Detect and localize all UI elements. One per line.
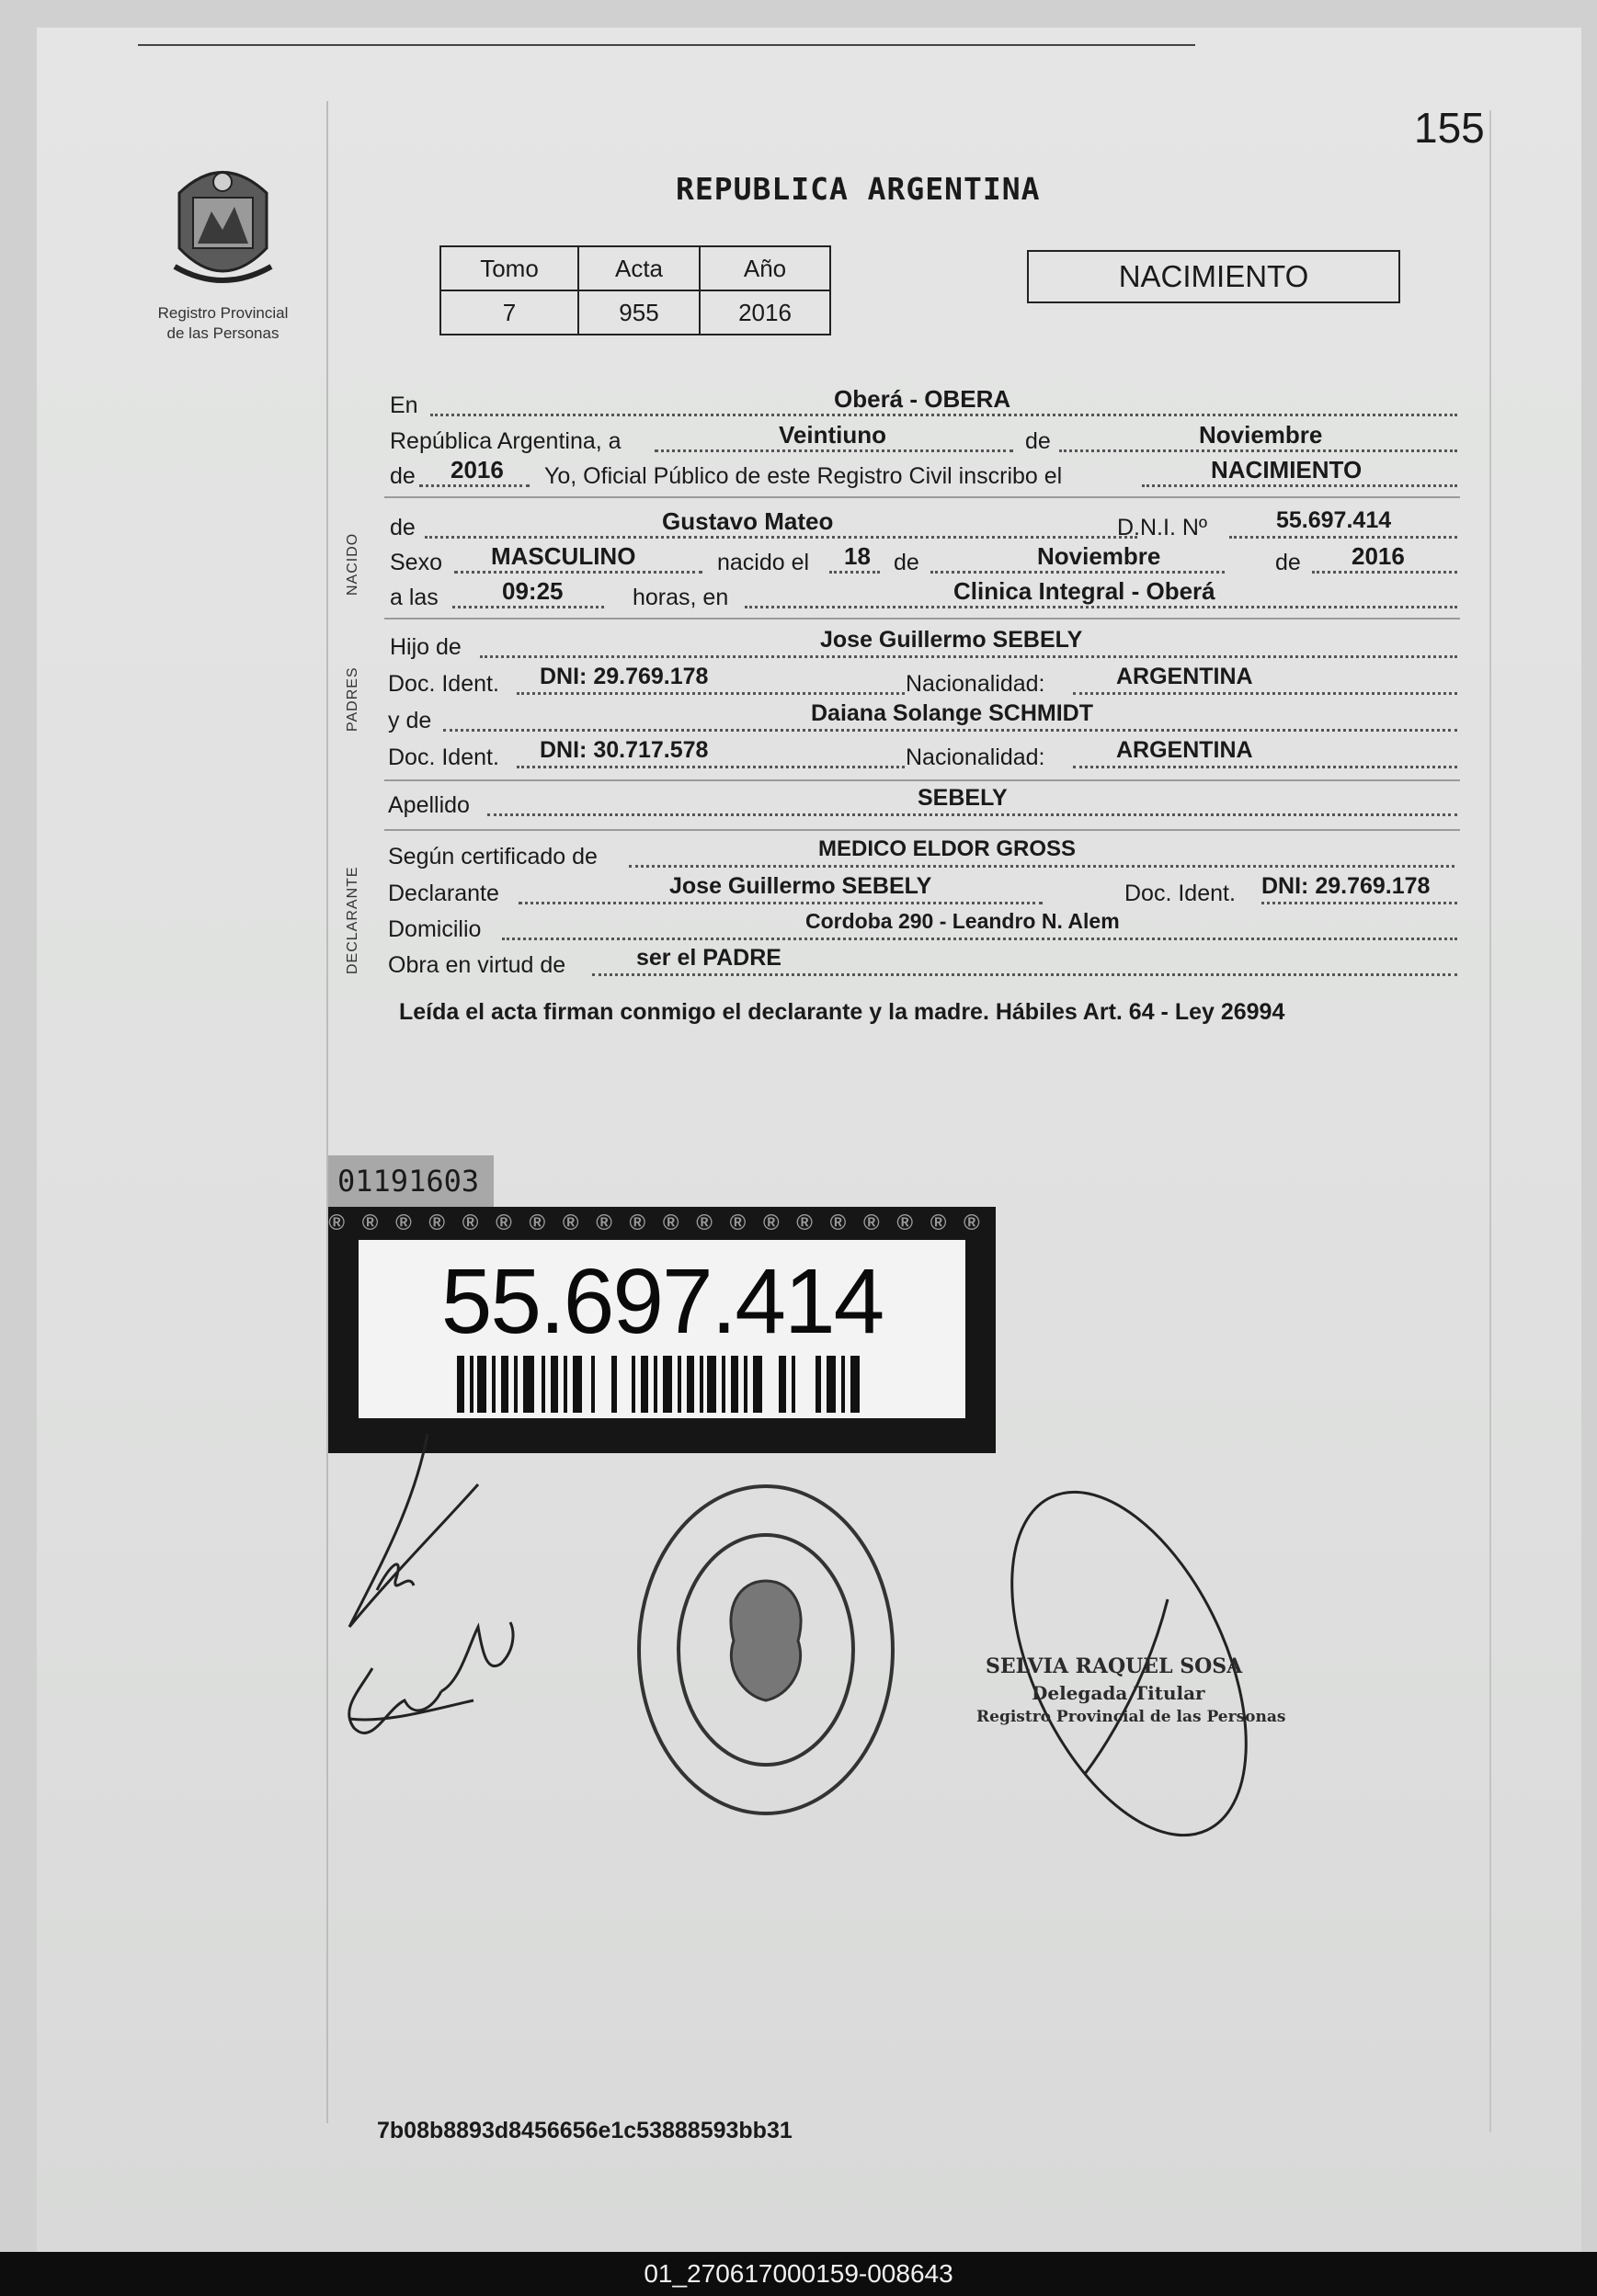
birth-month: Noviembre (1037, 542, 1161, 570)
document-hash: 7b08b8893d8456656e1c53888593bb31 (377, 2118, 793, 2143)
day-words: Veintiuno (779, 421, 886, 449)
address-value: Cordoba 290 - Leandro N. Alem (805, 909, 1120, 933)
dotted-line (430, 414, 1457, 416)
page-number: 155 (1414, 104, 1485, 152)
side-label-declarante: DECLARANTE (345, 866, 360, 974)
address-label: Domicilio (388, 916, 482, 942)
official-office: Registro Provincial de las Personas (976, 1708, 1286, 1726)
en-label: En (390, 392, 418, 418)
row-year (388, 456, 1459, 489)
en-value: Oberá - OBERA (834, 385, 1011, 413)
dotted-line (443, 729, 1457, 732)
obra-label: Obra en virtud de (388, 952, 566, 978)
barcode-icon (457, 1356, 861, 1413)
id-label (359, 1240, 965, 1418)
declarant-name: Jose Guillermo SEBELY (669, 873, 932, 899)
mother-nationality: ARGENTINA (1116, 737, 1253, 763)
mother-doc-label: Doc. Ident. (388, 744, 499, 770)
birth-day: 18 (844, 542, 871, 570)
row-en (388, 385, 1459, 418)
declarant-doc-label: Doc. Ident. (1124, 881, 1236, 906)
mother-dni: DNI: 30.717.578 (540, 737, 709, 763)
dotted-line (517, 692, 905, 695)
dotted-line (487, 813, 1457, 816)
father-nat-label: Nacionalidad: (906, 671, 1045, 697)
id-label-band (328, 1207, 996, 1453)
row-surname (388, 785, 1459, 818)
year-de-label: de (390, 463, 416, 489)
dotted-line (1073, 692, 1457, 695)
dotted-line (452, 606, 604, 608)
dotted-line (592, 973, 1457, 976)
certificate-label: Según certificado de (388, 844, 598, 870)
row-name (388, 507, 1459, 540)
republic-de-label: de (1025, 428, 1051, 454)
acta-value: 955 (578, 290, 700, 335)
official-role: Delegada Titular (1032, 1682, 1205, 1704)
registry-table (439, 245, 831, 335)
mother-label: y de (388, 708, 432, 733)
official-stamp-icon (633, 1480, 899, 1820)
row-obra (388, 945, 1459, 978)
id-label-number: 55.697.414 (440, 1250, 884, 1353)
section-separator (384, 618, 1460, 619)
dotted-line (519, 902, 1043, 904)
registry-caption-line-1: Registro Provincial (157, 304, 289, 322)
birth-time: 09:25 (502, 577, 564, 605)
child-dni: 55.697.414 (1276, 507, 1392, 533)
birth-year: 2016 (1352, 542, 1405, 570)
row-father (388, 627, 1459, 660)
dotted-line (1142, 484, 1457, 487)
certificate-value: MEDICO ELDOR GROSS (818, 836, 1077, 861)
dotted-line (1229, 536, 1457, 539)
row-mother (388, 700, 1459, 733)
father-dni: DNI: 29.769.178 (540, 664, 709, 689)
row-declarant (388, 873, 1459, 906)
dotted-line (480, 655, 1457, 658)
birth-de-1: de (894, 550, 919, 575)
obra-value: ser el PADRE (636, 945, 781, 971)
dotted-line (517, 766, 905, 768)
dotted-line (425, 536, 1137, 539)
province-seal-icon (161, 156, 285, 294)
row-father-doc (388, 664, 1459, 697)
dotted-line (1073, 766, 1457, 768)
name-de-label: de (390, 515, 416, 540)
act-type-box: NACIMIENTO (1027, 250, 1400, 303)
sex-value: MASCULINO (491, 542, 636, 570)
declarant-dni: DNI: 29.769.178 (1261, 873, 1431, 899)
dotted-line (930, 571, 1225, 574)
row-time (388, 577, 1459, 610)
act-type-value: NACIMIENTO (1211, 456, 1363, 483)
dotted-line (454, 571, 702, 574)
child-name: Gustavo Mateo (662, 507, 834, 535)
tomo-header: Tomo (440, 246, 578, 290)
row-republic (388, 421, 1459, 454)
month-words: Noviembre (1199, 421, 1323, 449)
republic-label: República Argentina, a (390, 428, 622, 454)
document-title: REPUBLICA ARGENTINA (676, 171, 1041, 207)
dotted-line (629, 865, 1454, 868)
surname-label: Apellido (388, 792, 470, 818)
birth-de-2: de (1275, 550, 1301, 575)
side-label-nacido: NACIDO (345, 532, 360, 596)
row-mother-doc (388, 737, 1459, 770)
right-rule (1489, 110, 1491, 2132)
row-address (388, 909, 1459, 942)
closing-note: Leída el acta firman conmigo el declarante y la madre. Hábiles Art. 64 - Ley 26994 (399, 999, 1285, 1025)
side-label-padres: PADRES (345, 666, 360, 732)
acta-header: Acta (578, 246, 700, 290)
section-separator (384, 779, 1460, 781)
dotted-line (502, 938, 1457, 940)
sex-label: Sexo (390, 550, 442, 575)
registry-caption-line-2: de las Personas (166, 324, 279, 342)
declarant-label: Declarante (388, 881, 499, 906)
dni-label: D.N.I. Nº (1117, 515, 1208, 540)
dotted-line (1261, 902, 1457, 904)
security-pattern: ® ® ® ® ® ® ® ® ® ® ® ® ® ® ® ® ® ® ® ® (328, 1211, 986, 1235)
hours-label: horas, en (633, 585, 729, 610)
dotted-line (829, 571, 880, 574)
row-certificate (388, 836, 1459, 870)
label-serial: 01191603 (328, 1155, 494, 1207)
born-label: nacido el (717, 550, 810, 575)
registry-caption (138, 303, 308, 344)
dotted-line (419, 484, 530, 487)
footer-code: 01_270617000159-008643 (0, 2252, 1597, 2296)
mother-nat-label: Nacionalidad: (906, 744, 1045, 770)
top-rule (138, 44, 1195, 46)
dotted-line (655, 449, 1013, 452)
official-signature-block (976, 1654, 1285, 1726)
father-name: Jose Guillermo SEBELY (820, 627, 1083, 653)
dotted-line (745, 606, 1457, 608)
time-label: a las (390, 585, 439, 610)
section-separator (384, 829, 1460, 831)
year-value: 2016 (451, 456, 504, 483)
dotted-line (1312, 571, 1457, 574)
dotted-line (1059, 449, 1457, 452)
mother-name: Daiana Solange SCHMIDT (811, 700, 1093, 726)
tomo-value: 7 (440, 290, 578, 335)
inscribo-text: Yo, Oficial Público de este Registro Civil inscribo el (544, 463, 1063, 489)
row-sex (388, 542, 1459, 575)
father-doc-label: Doc. Ident. (388, 671, 499, 697)
ano-value: 2016 (700, 290, 830, 335)
birth-place: Clinica Integral - Oberá (953, 577, 1215, 605)
section-separator (384, 496, 1460, 498)
official-name: SELVIA RAQUEL SOSA (986, 1654, 1243, 1678)
surname-value: SEBELY (918, 785, 1008, 811)
father-label: Hijo de (390, 634, 462, 660)
father-nationality: ARGENTINA (1116, 664, 1253, 689)
ano-header: Año (700, 246, 830, 290)
